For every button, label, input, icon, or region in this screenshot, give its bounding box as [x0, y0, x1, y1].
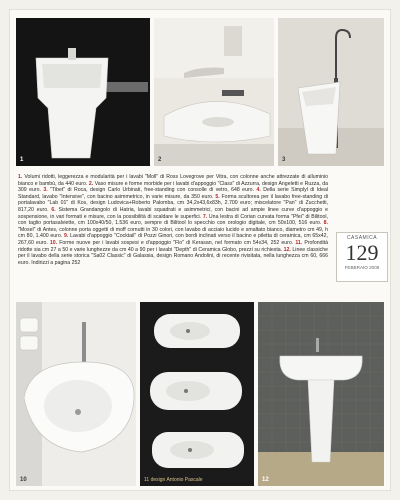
- issue-date: FEBBRAIO 2009: [344, 265, 380, 270]
- page-folio: [336, 232, 388, 282]
- caption-item-text: Linee classiche per il lavabo della serie storica "Sa02 Classic" di Galassia, design Romano Andolini, di recente rivisitata, nella lunghezza cm 60, 666 euro. Indirizzi a pagina 252: [18, 246, 328, 266]
- caption-item-number: 10.: [49, 239, 58, 246]
- caption-item-number: 4.: [256, 187, 261, 194]
- caption-item-text: Forme nuove per i lavabi sospesi e d'appoggio "Flo" di Kerasan, nel formato cm 54x34, 252 euro.: [57, 239, 296, 246]
- photo-2-vessel-sink: [154, 18, 274, 166]
- photo-number: 10: [20, 477, 27, 483]
- photo-3-freestanding-basin: [278, 18, 384, 166]
- photo-1-wall-basin: [16, 18, 150, 166]
- caption-item-number: 7.: [202, 213, 208, 220]
- photo-number: 2: [158, 157, 162, 163]
- series-illustration: [140, 302, 254, 486]
- photo-12-pedestal-basin: [258, 302, 384, 486]
- caption-item-number: 11.: [295, 239, 303, 246]
- credit-designer: design Antonio Pascale: [150, 477, 203, 483]
- caption-item-number: 3.: [43, 187, 48, 194]
- caption-item-text: Profondità ridotte sia cm 27 a 50 e varie lunghezze da cm 40 a 90 per i lavabi "Depth" di Ceramica Globo, prezzi su richiesta.: [18, 239, 329, 253]
- caption-item-number: 12.: [283, 246, 291, 253]
- photo-number: 12: [262, 477, 269, 483]
- caption-item-number: 6.: [51, 206, 56, 213]
- caption-item-number: 1.: [18, 174, 23, 180]
- caption-text: [18, 174, 328, 266]
- photo-number: 1: [20, 157, 24, 163]
- photo-11-basin-series: [140, 302, 254, 486]
- magazine-name: CASAMICA: [346, 235, 378, 241]
- magazine-page: [10, 10, 390, 490]
- wallhung-illustration: [16, 302, 136, 486]
- caption-item-text: "Tibet" di Roca, design Carlo Urbinati, free-standing con consolle di vetro, 648 euro.: [47, 187, 257, 194]
- pedestal-illustration: [258, 302, 384, 486]
- photo-credit: [144, 477, 203, 483]
- caption-item-text: "Mosel" di Antes, colonne porta oggetti di moff cornutti in 30 colori, con lavabo di acciaio lucido e smaltato bianco, diametro cm 49, h cm 80, 1.400 euro.: [18, 226, 328, 240]
- caption-item-number: 8.: [323, 220, 328, 227]
- page-number: 129: [345, 240, 379, 265]
- caption-item-text: Volumi ridotti, leggerezza e modularità per i lavabi "Moll" di Ross Lovegrove per Vitra, con colonne anche attrezzate di alluminio bianco e bambù, da 440 euro.: [18, 174, 328, 187]
- sink-illustration: [154, 18, 274, 166]
- freestanding-illustration: [278, 18, 384, 166]
- caption-item-text: Della serie Simplyl di Ideal Standard, lavabo "Intensive", con bacino asimmetrico, in varie misure, da 350 euro.: [18, 187, 328, 200]
- caption-item-number: 9.: [64, 233, 69, 240]
- caption-item-text: Vaso misure e forme morbide per i lavabi d'appoggio "Class" di Azzurra, design Angeletti e Ruzza, da 309 euro.: [18, 180, 329, 194]
- caption-item-text: Forma scultorea per il lavabo free-standing di portalavabo "Lab 01" di Kos, design Ludovica+Roberto Palomba, cm 34,2x43,6x83h, 2.700 euro; miscelatore "Pan" di Zucchetti, 817,20 euro.: [18, 193, 328, 213]
- photo-number: 3: [282, 157, 286, 163]
- basin-illustration: [16, 18, 150, 166]
- caption-item-number: 2.: [88, 180, 94, 187]
- caption-item-number: 5.: [215, 193, 220, 200]
- credit-number: 11: [144, 477, 150, 483]
- caption-item-text: Lavabi d'appoggio "Cocktail" di Pozzi Ginori, con bordi inclinati verso il bacino e piletta di ceramica, cm 65x42, 267,60 euro.: [18, 233, 328, 246]
- caption-item-text: Sistema Grandangolo di Hatria, lavabi squadrati e asimmetrici, con bacini ad ampie linee curve d'appoggio e sospensione, in vari formati e misure, con la possibilità di scaldare le superfici.: [18, 206, 328, 220]
- photo-10-wall-hung-basin: [16, 302, 136, 486]
- caption-item-text: Una lestra di Corian curvata forma "Pfei" di Bilitool, con taglio portasalviette, cm 100x40/50, 1.536 euro, sempre di Bilitool lo specchio con orologio digitale, cm 50x100, 516 euro.: [18, 213, 328, 227]
